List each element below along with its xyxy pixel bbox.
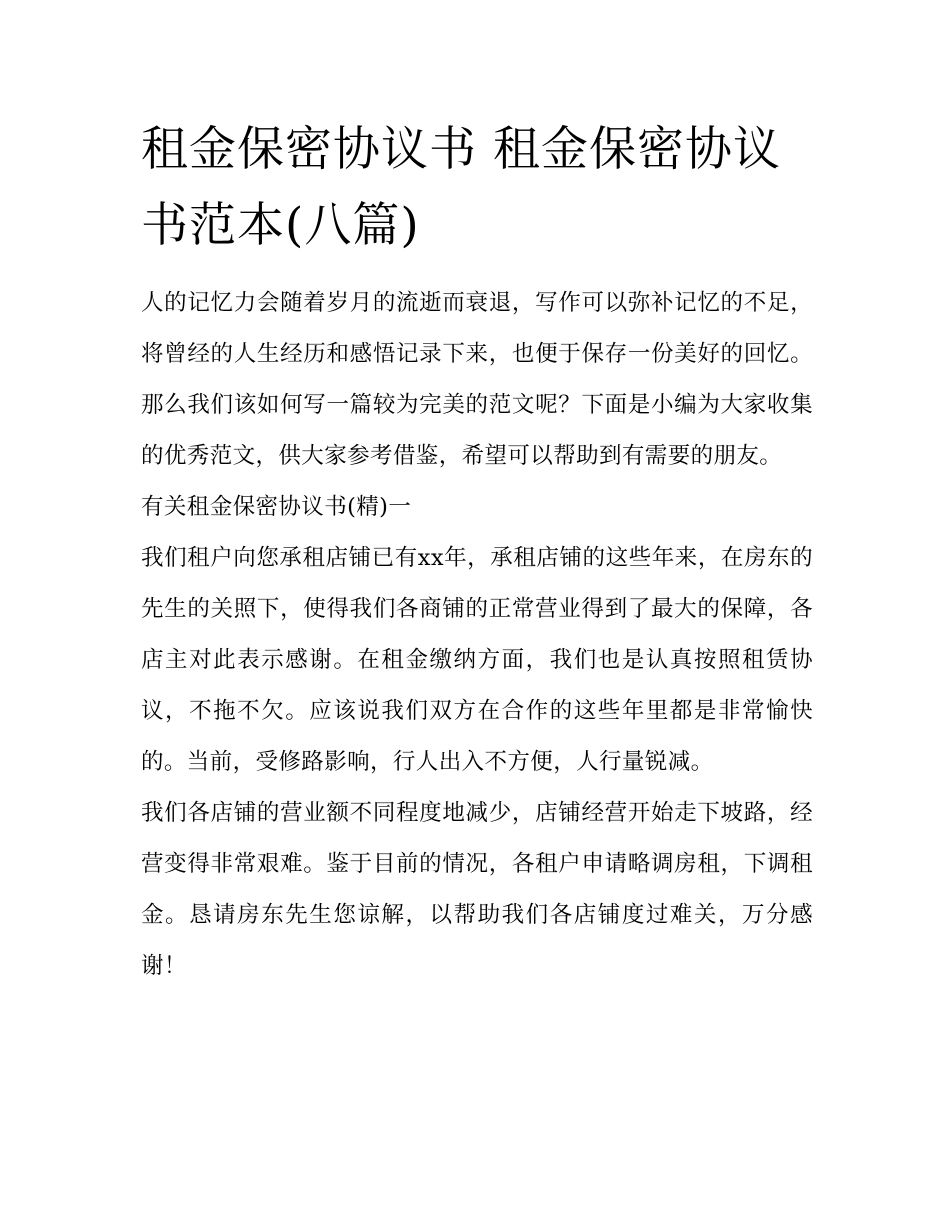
section-heading: 有关租金保密协议书(精)一 <box>141 494 412 520</box>
body-paragraph: 我们租户向您承租店铺已有xx年，承租店铺的这些年来，在房东的先生的关照下，使得我们各商铺的正常营业得到了最大的保障，各店主对此表示感谢。在租金缴纳方面，我们也是认真按照租赁协议，不拖不欠。应该说我们双方在合作的这些年里都是非常愉快的。当前，受修路影响，行人出入不方便，人行量锐减。 <box>141 545 813 775</box>
document-content <box>141 112 813 992</box>
document-title: 租金保密协议书 租金保密协议书范本(八篇) <box>141 122 781 253</box>
document-body <box>141 278 813 992</box>
intro-paragraph: 人的记忆力会随着岁月的流逝而衰退，写作可以弥补记忆的不足，将曾经的人生经历和感悟记录下来，也便于保存一份美好的回忆。那么我们该如何写一篇较为完美的范文呢？下面是小编为大家收集的优秀范文，供大家参考借鉴，希望可以帮助到有需要的朋友。 <box>141 290 813 469</box>
body-paragraph: 我们各店铺的营业额不同程度地减少，店铺经营开始走下坡路，经营变得非常艰难。鉴于目前的情况，各租户申请略调房租，下调租金。恳请房东先生您谅解，以帮助我们各店铺度过难关，万分感谢！ <box>141 800 813 979</box>
